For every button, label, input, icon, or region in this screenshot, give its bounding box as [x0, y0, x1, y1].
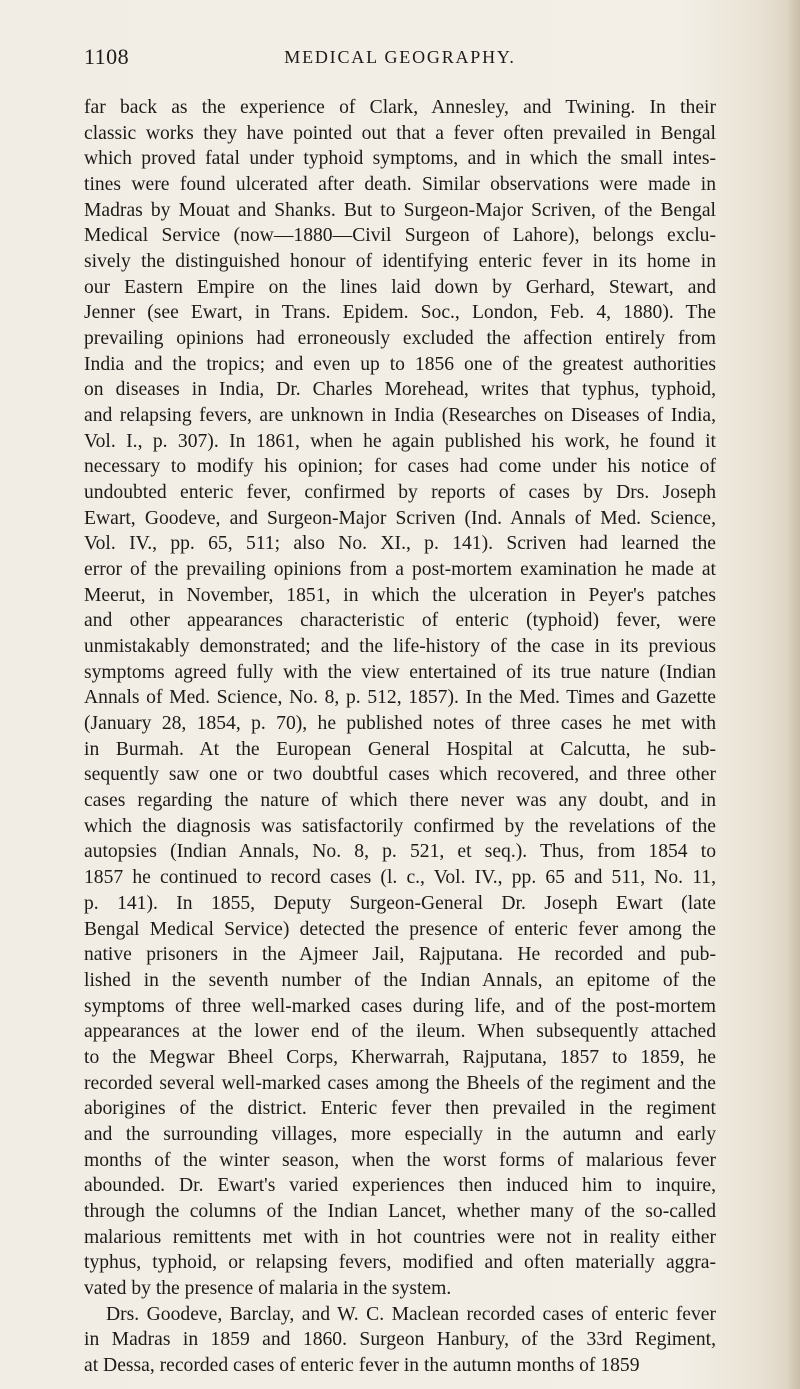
page-number: 1108 — [84, 44, 130, 69]
text-line: Vol. I., p. 307). In 1861, when he again published his work, he found it — [84, 430, 716, 452]
text-line: symptoms of three well-marked cases during life, and of the post-mortem — [84, 995, 716, 1017]
page-header — [84, 44, 716, 70]
body-text — [84, 95, 716, 1379]
text-line: undoubted enteric fever, confirmed by reports of cases by Drs. Joseph — [84, 482, 716, 504]
text-line: in Madras in 1859 and 1860. Surgeon Hanbury, of the 33rd Regiment, — [84, 1329, 716, 1351]
text-line: symptoms agreed fully with the view entertained of its true nature (Indian — [84, 661, 716, 683]
text-line: abounded. Dr. Ewart's varied experiences then induced him to inquire, — [84, 1175, 716, 1197]
text-line: prevailing opinions had erroneously excluded the affection entirely from — [84, 328, 716, 350]
running-head: MEDICAL GEOGRAPHY. — [284, 47, 516, 67]
text-line: which proved fatal under typhoid symptoms, and in which the small intes- — [84, 148, 716, 170]
text-line: 1857 he continued to record cases (l. c., Vol. IV., pp. 65 and 511, No. 11, — [84, 867, 716, 889]
text-line: classic works they have pointed out that a fever often prevailed in Bengal — [84, 122, 716, 144]
text-line: Vol. IV., pp. 65, 511; also No. XI., p. 141). Scriven had learned the — [84, 533, 716, 555]
text-line: sively the distinguished honour of identifying enteric fever in its home in — [84, 251, 716, 273]
text-line: Bengal Medical Service) detected the presence of enteric fever among the — [84, 918, 716, 940]
text-line: recorded several well-marked cases among the Bheels of the regiment and the — [84, 1072, 716, 1094]
text-line: Annals of Med. Science, No. 8, p. 512, 1857). In the Med. Times and Gazette — [84, 687, 716, 709]
text-line: (January 28, 1854, p. 70), he published notes of three cases he met with — [84, 713, 716, 735]
text-line: appearances at the lower end of the ileum. When subsequently attached — [84, 1021, 716, 1043]
text-line: our Eastern Empire on the lines laid down by Gerhard, Stewart, and — [84, 276, 716, 298]
text-line: and other appearances characteristic of enteric (typhoid) fever, were — [84, 610, 716, 632]
text-line: at Dessa, recorded cases of enteric fever in the autumn months of 1859 — [84, 1354, 640, 1376]
text-line: necessary to modify his opinion; for cases had come under his notice of — [84, 456, 716, 478]
text-line: cases regarding the nature of which there never was any doubt, and in — [84, 790, 716, 812]
text-line: on diseases in India, Dr. Charles Morehead, writes that typhus, typhoid, — [84, 379, 716, 401]
text-line: and the surrounding villages, more especially in the autumn and early — [84, 1123, 716, 1145]
text-line: in Burmah. At the European General Hospital at Calcutta, he sub- — [84, 738, 716, 760]
text-line: tines were found ulcerated after death. Similar observations were made in — [84, 174, 716, 196]
text-line: autopsies (Indian Annals, No. 8, p. 521, et seq.). Thus, from 1854 to — [84, 841, 716, 863]
text-line: sequently saw one or two doubtful cases which recovered, and three other — [84, 764, 716, 786]
text-line: and relapsing fevers, are unknown in India (Researches on Diseases of India, — [84, 405, 716, 427]
text-line: Jenner (see Ewart, in Trans. Epidem. Soc., London, Feb. 4, 1880). The — [84, 302, 716, 324]
text-line: which the diagnosis was satisfactorily confirmed by the revelations of the — [84, 815, 716, 837]
text-line: India and the tropics; and even up to 1856 one of the greatest authorities — [84, 353, 716, 375]
text-line: months of the winter season, when the worst forms of malarious fever — [84, 1149, 716, 1171]
text-line: Ewart, Goodeve, and Surgeon-Major Scriven (Ind. Annals of Med. Science, — [84, 507, 716, 529]
text-line: Madras by Mouat and Shanks. But to Surgeon-Major Scriven, of the Bengal — [84, 199, 716, 221]
text-line: p. 141). In 1855, Deputy Surgeon-General Dr. Joseph Ewart (late — [84, 892, 716, 914]
text-line: through the columns of the Indian Lancet, whether many of the so-called — [84, 1200, 716, 1222]
text-line: Meerut, in November, 1851, in which the ulceration in Peyer's patches — [84, 584, 716, 606]
text-line: unmistakably demonstrated; and the life-history of the case in its previous — [84, 636, 716, 658]
text-line: error of the prevailing opinions from a post-mortem examination he made at — [84, 559, 716, 581]
text-line: malarious remittents met with in hot countries were not in reality either — [84, 1226, 716, 1248]
text-line: Medical Service (now—1880—Civil Surgeon of Lahore), belongs exclu- — [84, 225, 716, 247]
page-edge-shadow — [786, 0, 800, 1389]
text-line: to the Megwar Bheel Corps, Kherwarrah, Rajputana, 1857 to 1859, he — [84, 1046, 716, 1068]
text-line: native prisoners in the Ajmeer Jail, Rajputana. He recorded and pub- — [84, 944, 716, 966]
text-line: far back as the experience of Clark, Annesley, and Twining. In their — [84, 97, 716, 118]
text-line: aborigines of the district. Enteric fever then prevailed in the regiment — [84, 1098, 716, 1120]
text-line: lished in the seventh number of the Indian Annals, an epitome of the — [84, 969, 716, 991]
text-line: Drs. Goodeve, Barclay, and W. C. Maclean recorded cases of enteric fever — [106, 1303, 716, 1325]
text-line: vated by the presence of malaria in the system. — [84, 1277, 452, 1299]
text-line: typhus, typhoid, or relapsing fevers, modified and often materially aggra- — [84, 1252, 716, 1274]
